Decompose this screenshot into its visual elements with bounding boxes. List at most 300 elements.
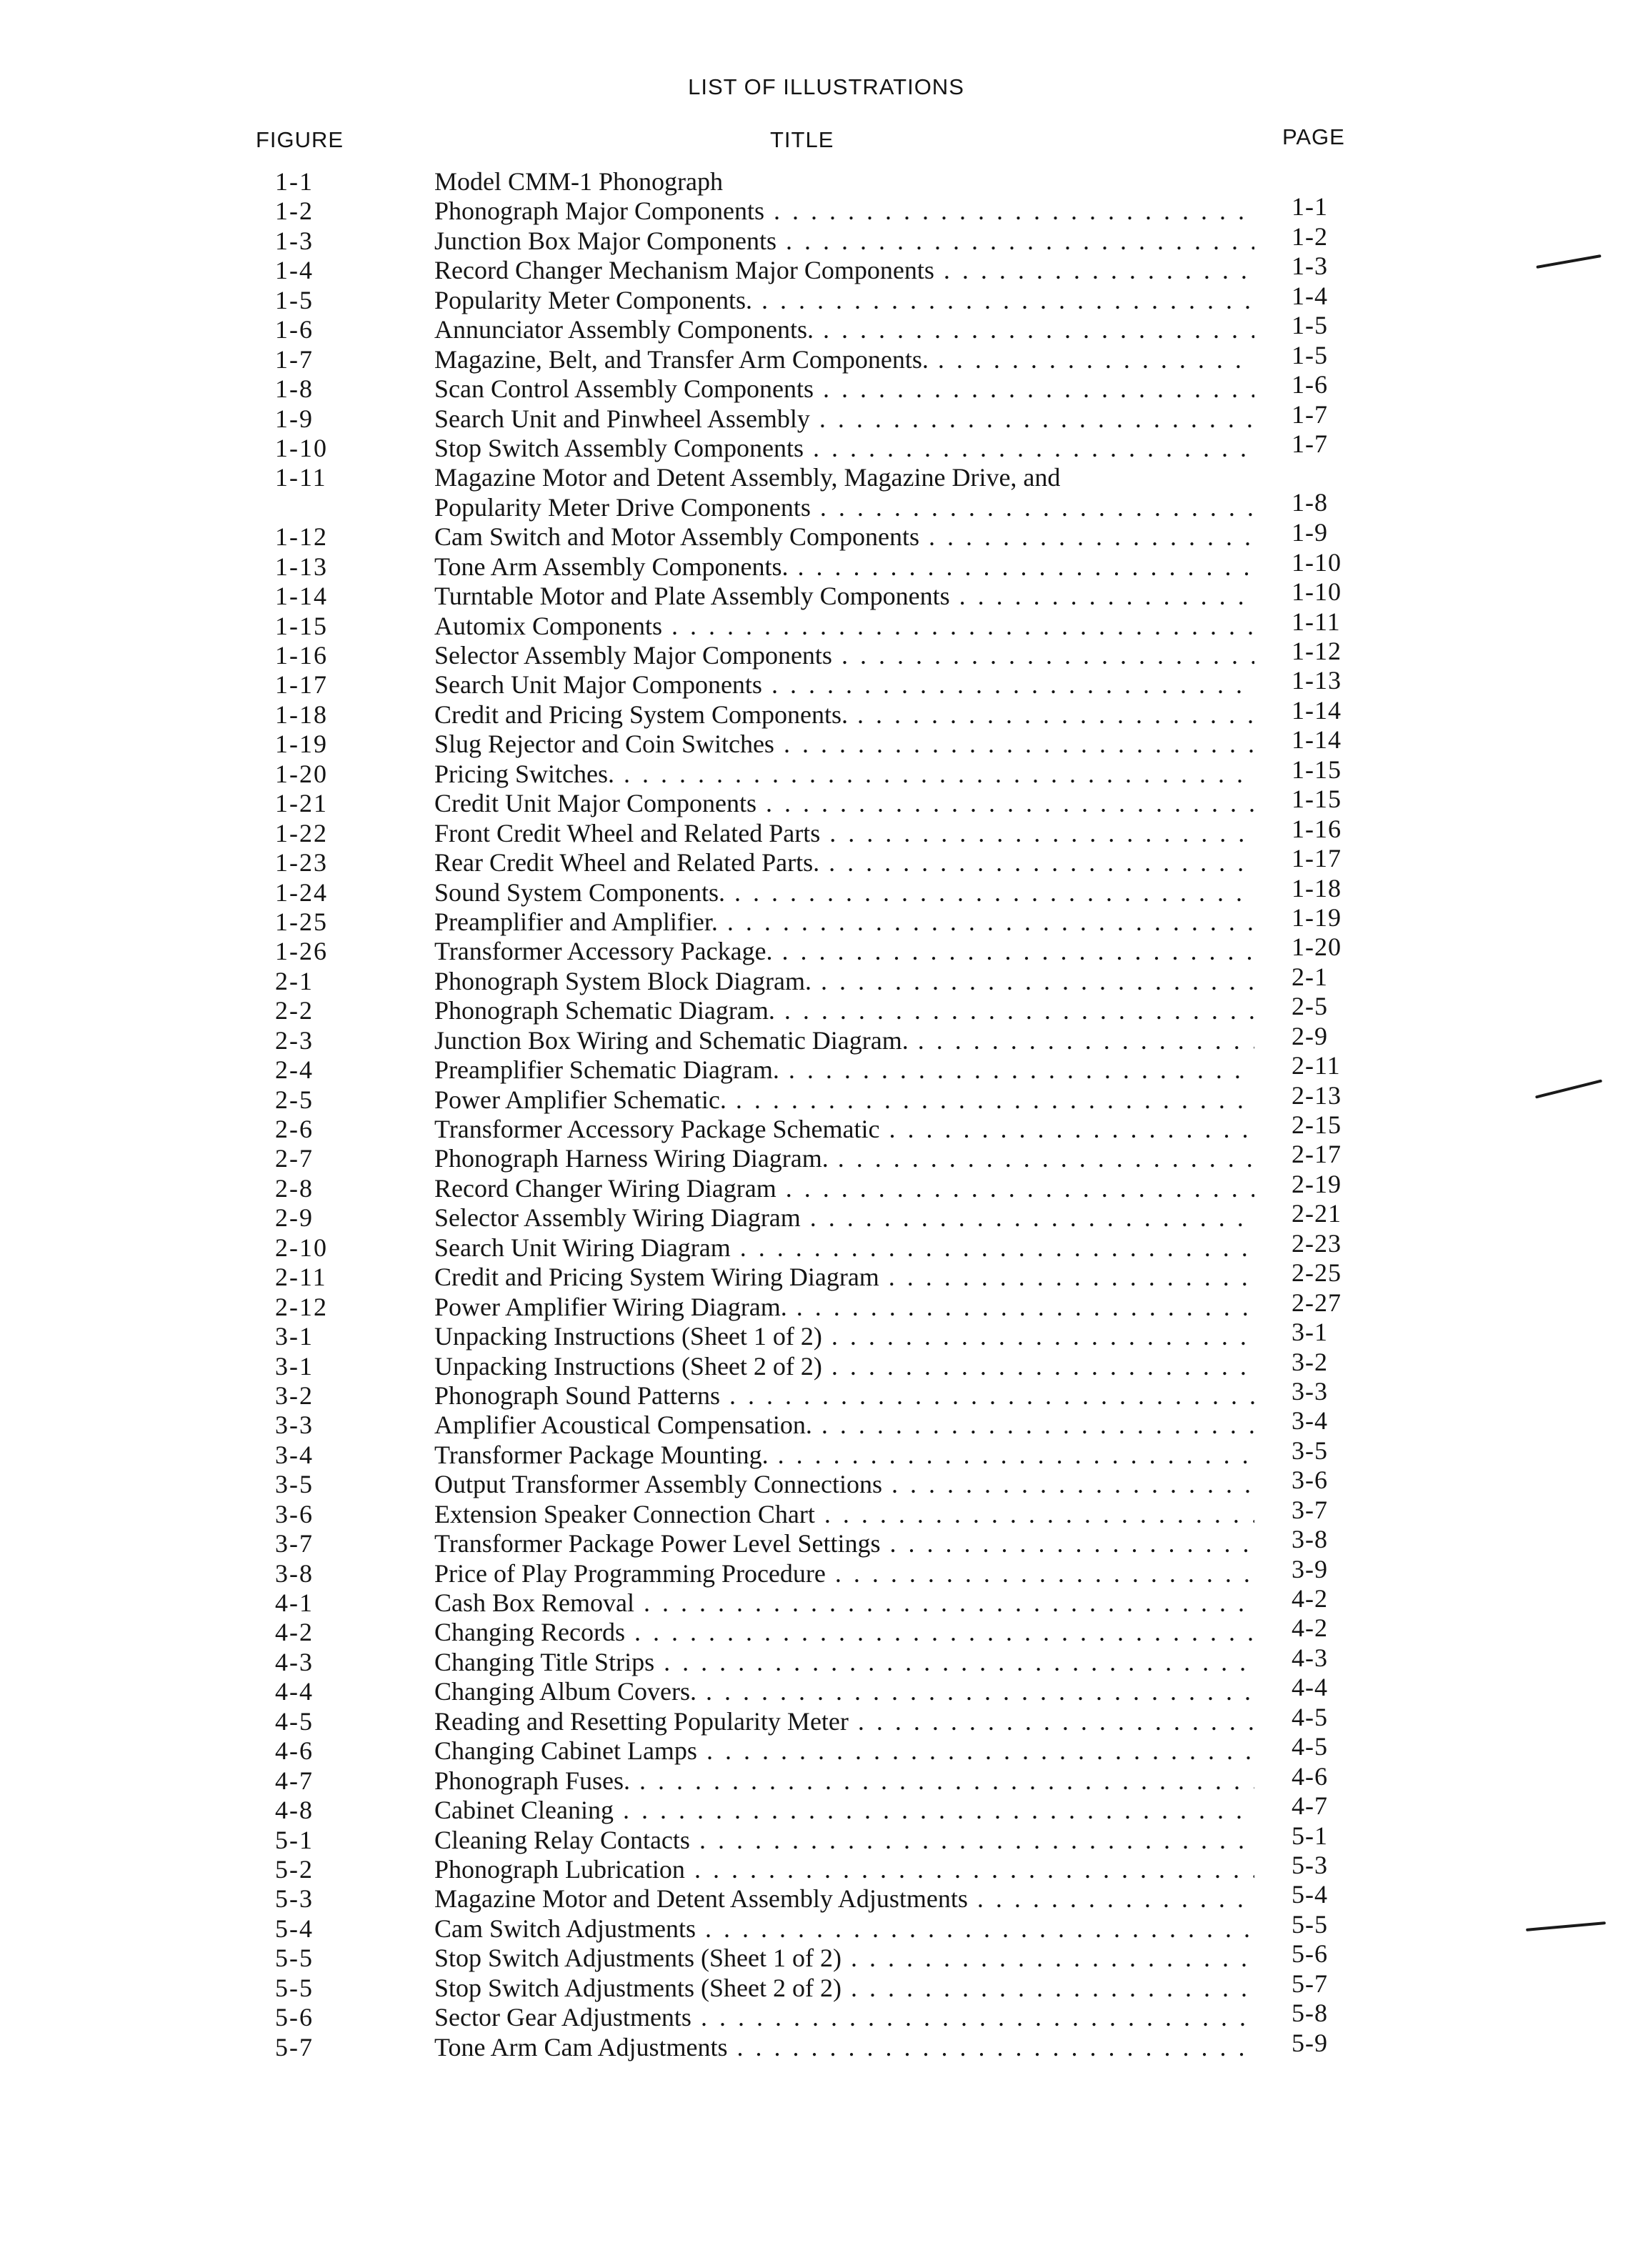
page-number: 1-10 [1292, 577, 1342, 607]
page-number: 5-9 [1292, 2028, 1328, 2057]
figure-title-text: Automix Components [434, 611, 663, 640]
figure-title [434, 1203, 1254, 1233]
dot-leader [614, 1796, 1254, 1824]
figure-title-text: Stop Switch Adjustments (Sheet 1 of 2) [434, 1944, 842, 1973]
figure-title-text: Slug Rejector and Coin Switches [434, 730, 774, 759]
list-item [0, 1110, 1638, 1144]
figure-title [434, 1055, 1254, 1085]
page-number: 2-15 [1292, 1110, 1342, 1140]
figure-title [434, 1263, 1254, 1292]
figure-number: 1-13 [275, 552, 328, 581]
dot-leader [662, 612, 1254, 640]
figure-title-text: Unpacking Instructions (Sheet 1 of 2) [434, 1322, 822, 1351]
list-item [0, 1732, 1638, 1766]
dot-leader [764, 197, 1254, 225]
figure-number: 1-25 [275, 907, 328, 936]
figure-title [434, 878, 1254, 907]
dot-leader [849, 1707, 1254, 1736]
dot-leader [811, 493, 1254, 522]
page-number: 1-8 [1292, 488, 1328, 517]
list-item [0, 1702, 1638, 1736]
list-item [0, 873, 1638, 907]
figure-number: 1-5 [275, 285, 314, 314]
dot-leader [756, 789, 1254, 817]
dot-leader [725, 878, 1254, 907]
list-item [0, 1821, 1638, 1855]
list-item [0, 902, 1638, 937]
figure-title-text: Magazine Motor and Detent Assembly Adjustments [434, 1884, 968, 1914]
figure-title-text: Junction Box Major Components [434, 226, 776, 255]
figure-number: 1-12 [275, 522, 328, 552]
list-item [0, 311, 1638, 344]
figure-title-text: Preamplifier and Amplifier. [434, 907, 718, 936]
page-number: 1-4 [1292, 281, 1328, 310]
figure-number: 1-1 [275, 167, 314, 196]
list-item [0, 192, 1638, 226]
figure-title-text: Search Unit Major Components [434, 670, 762, 700]
page-number: 2-19 [1292, 1169, 1342, 1198]
list-item [0, 1613, 1638, 1647]
figure-number: 4-3 [275, 1647, 314, 1676]
dot-leader [822, 1322, 1254, 1351]
figure-number: 2-8 [275, 1173, 314, 1203]
list-item [0, 547, 1638, 582]
list-item [0, 1051, 1638, 1085]
figure-title-text: Record Changer Mechanism Major Components [434, 256, 934, 285]
figure-title-text: Sector Gear Adjustments [434, 2003, 691, 2032]
figure-title-text: Cam Switch Adjustments [434, 1914, 696, 1943]
figure-number: 1-23 [275, 848, 328, 877]
page-number: 1-5 [1292, 340, 1328, 369]
figure-title [434, 1826, 1254, 1855]
dot-leader [779, 1055, 1254, 1084]
page-number: 2-1 [1292, 962, 1328, 991]
dot-leader [697, 1736, 1254, 1765]
dot-leader [879, 1263, 1254, 1291]
dot-leader [787, 1293, 1254, 1321]
dot-leader [842, 1944, 1254, 1972]
figure-number: 5-3 [275, 1884, 314, 1914]
list-item [0, 666, 1638, 700]
dot-leader [727, 2033, 1254, 2061]
figure-title [434, 1588, 1254, 1618]
list-item [0, 1466, 1638, 1499]
page-number: 4-5 [1292, 1732, 1328, 1761]
page-number: 3-7 [1292, 1495, 1328, 1524]
figure-title-text: Phonograph Sound Patterns [434, 1381, 720, 1410]
list-item [0, 1850, 1638, 1884]
dot-leader [968, 1884, 1254, 1913]
figure-title [434, 1085, 1254, 1115]
figure-title-text: Scan Control Assembly Components [434, 374, 814, 404]
figure-title [434, 1796, 1254, 1825]
dot-leader [776, 1174, 1254, 1203]
figure-title-text: Record Changer Wiring Diagram [434, 1173, 776, 1203]
list-item [0, 1436, 1638, 1470]
page-number: 3-1 [1292, 1318, 1328, 1347]
figure-number: 1-9 [275, 404, 314, 433]
page-number: 1-9 [1292, 518, 1328, 547]
figure-title [434, 463, 1254, 522]
dot-leader [826, 1559, 1254, 1588]
figure-title-text: Reading and Resetting Popularity Meter [434, 1706, 849, 1736]
list-item [0, 755, 1638, 789]
figure-title-text: Cleaning Relay Contacts [434, 1825, 690, 1854]
figure-number: 1-16 [275, 641, 328, 670]
figure-title [434, 315, 1254, 344]
list-item [0, 1969, 1638, 2003]
figure-title [434, 404, 1254, 434]
list-item [0, 607, 1638, 641]
figure-number: 5-4 [275, 1914, 314, 1943]
dot-leader [774, 730, 1254, 758]
column-header-figure: FIGURE [256, 127, 344, 152]
dot-leader [810, 404, 1254, 433]
list-item [0, 1140, 1638, 1173]
figure-number: 3-1 [275, 1351, 314, 1381]
dot-leader [934, 256, 1254, 284]
list-item [0, 1909, 1638, 1944]
figure-title [434, 197, 1254, 226]
figure-title-text: Phonograph Major Components [434, 197, 764, 226]
figure-title-text: Search Unit and Pinwheel Assembly [434, 404, 810, 433]
figure-number: 2-10 [275, 1233, 328, 1262]
figure-title [434, 848, 1254, 877]
figure-number: 3-2 [275, 1381, 314, 1410]
list-item [0, 785, 1638, 818]
figure-title [434, 374, 1254, 404]
page-number: 3-6 [1292, 1466, 1328, 1495]
figure-title [434, 1470, 1254, 1499]
list-item [0, 399, 1638, 434]
figure-title-text: Extension Speaker Connection Chart [434, 1499, 815, 1528]
figure-title-text: Power Amplifier Wiring Diagram. [434, 1292, 787, 1321]
dot-leader [812, 1411, 1254, 1439]
page-number: 3-4 [1292, 1406, 1328, 1436]
figure-number: 2-12 [275, 1292, 328, 1321]
figure-title [434, 730, 1254, 759]
column-header-page: PAGE [1282, 124, 1345, 149]
page-number: 4-2 [1292, 1613, 1328, 1643]
dot-leader [788, 552, 1254, 581]
figure-title-text: Phonograph Schematic Diagram. [434, 996, 775, 1025]
list-item [0, 814, 1638, 848]
list-item [0, 1169, 1638, 1203]
page-number: 1-5 [1292, 311, 1328, 340]
dot-leader [842, 1974, 1254, 2002]
list-item [0, 463, 1638, 522]
page-number: 4-6 [1292, 1761, 1328, 1791]
list-item [0, 1791, 1638, 1825]
page-number: 3-2 [1292, 1347, 1328, 1376]
list-item [0, 222, 1638, 256]
figure-title [434, 552, 1254, 582]
figure-number: 4-8 [275, 1796, 314, 1825]
figure-title-text: Output Transformer Assembly Connections [434, 1470, 882, 1499]
figure-number: 3-6 [275, 1499, 314, 1528]
figure-title-text: Cash Box Removal [434, 1588, 634, 1618]
page-number: 3-8 [1292, 1525, 1328, 1554]
figure-title-text: Phonograph System Block Diagram. [434, 966, 811, 995]
page-number: 1-1 [1292, 192, 1328, 222]
figure-title-text: Pricing Switches. [434, 759, 614, 788]
figure-title-text: Credit Unit Major Components [434, 789, 756, 818]
figure-title [434, 907, 1254, 937]
figure-title [434, 1707, 1254, 1736]
list-item [0, 370, 1638, 404]
figure-title [434, 819, 1254, 848]
list-item [0, 1939, 1638, 1973]
illustrations-list [0, 167, 1638, 2062]
page-title: LIST OF ILLUSTRATIONS [688, 74, 964, 99]
dot-leader [879, 1115, 1254, 1143]
figure-number: 2-9 [275, 1203, 314, 1233]
page-number: 1-6 [1292, 370, 1328, 399]
dot-leader [950, 582, 1254, 610]
page-number: 1-19 [1292, 902, 1342, 932]
dot-leader [769, 1441, 1254, 1469]
list-item [0, 992, 1638, 1025]
figure-title-text: Power Amplifier Schematic. [434, 1085, 726, 1114]
figure-number: 5-1 [275, 1825, 314, 1854]
figure-number: 3-5 [275, 1470, 314, 1499]
figure-title-line: Popularity Meter Drive Components [434, 492, 811, 522]
page-number: 1-15 [1292, 755, 1342, 784]
page-number: 1-14 [1292, 725, 1342, 755]
figure-title [434, 1174, 1254, 1203]
figure-title-text: Unpacking Instructions (Sheet 2 of 2) [434, 1351, 822, 1381]
figure-title [434, 789, 1254, 818]
list-item [0, 281, 1638, 315]
page-number: 1-20 [1292, 932, 1342, 962]
list-item [0, 1554, 1638, 1588]
figure-title-text: Changing Records [434, 1618, 625, 1647]
dot-leader [614, 760, 1254, 788]
figure-title-text: Selector Assembly Wiring Diagram [434, 1203, 801, 1233]
figure-title-text: Preamplifier Schematic Diagram. [434, 1055, 779, 1085]
dot-leader [752, 286, 1254, 314]
figure-title [434, 1411, 1254, 1440]
figure-title-text: Changing Cabinet Lamps [434, 1736, 697, 1766]
figure-number: 1-10 [275, 433, 328, 462]
figure-title-text: Popularity Meter Components. [434, 285, 752, 314]
page-number: 4-7 [1292, 1791, 1328, 1821]
figure-title-text: Amplifier Acoustical Compensation. [434, 1411, 812, 1440]
dot-leader [773, 937, 1254, 965]
figure-title [434, 1441, 1254, 1470]
figure-title-text: Cabinet Cleaning [434, 1796, 614, 1825]
dot-leader [819, 848, 1254, 877]
figure-title-text: Credit and Pricing System Components. [434, 700, 848, 729]
figure-title-line: Magazine Motor and Detent Assembly, Magazine Drive, and [434, 463, 1061, 492]
figure-title [434, 2003, 1254, 2032]
figure-title [434, 1648, 1254, 1677]
page-number: 1-11 [1292, 607, 1341, 636]
figure-title [434, 1884, 1254, 1914]
dot-leader [814, 374, 1254, 403]
page-number: 4-3 [1292, 1643, 1328, 1672]
figure-number: 1-22 [275, 818, 328, 847]
figure-number: 2-2 [275, 996, 314, 1025]
figure-title [434, 256, 1254, 285]
figure-number: 1-6 [275, 315, 314, 344]
figure-number: 1-21 [275, 789, 328, 818]
figure-title-text: Tone Arm Assembly Components. [434, 552, 789, 581]
list-item [0, 1495, 1638, 1529]
figure-number: 1-3 [275, 226, 314, 255]
figure-title-text: Magazine, Belt, and Transfer Arm Components. [434, 344, 929, 374]
figure-number: 1-17 [275, 670, 328, 700]
dot-leader [696, 1677, 1254, 1706]
dot-leader [718, 907, 1254, 936]
figure-title-text: Junction Box Wiring and Schematic Diagram. [434, 1025, 909, 1055]
page-number: 1-13 [1292, 666, 1342, 695]
figure-number: 5-5 [275, 1944, 314, 1973]
page-number: 2-5 [1292, 992, 1328, 1021]
figure-title [434, 1944, 1254, 1973]
figure-number: 1-19 [275, 730, 328, 759]
page-number: 1-10 [1292, 547, 1342, 577]
figure-title [434, 286, 1254, 315]
figure-title [434, 227, 1254, 256]
list-item [0, 1643, 1638, 1677]
dot-leader [775, 996, 1254, 1025]
page-number: 1-17 [1292, 844, 1342, 873]
dot-leader [822, 1352, 1254, 1381]
figure-title [434, 1026, 1254, 1055]
dot-leader [811, 967, 1254, 995]
figure-number: 3-7 [275, 1529, 314, 1558]
figure-title [434, 1352, 1254, 1381]
page-number: 5-6 [1292, 1939, 1328, 1969]
figure-title [434, 2033, 1254, 2062]
dot-leader [634, 1588, 1254, 1617]
list-item [0, 340, 1638, 374]
figure-number: 3-4 [275, 1440, 314, 1469]
page-number: 1-3 [1292, 252, 1328, 281]
page-number: 2-23 [1292, 1228, 1342, 1258]
page-number: 2-25 [1292, 1258, 1342, 1288]
list-item [0, 1228, 1638, 1263]
figure-number: 2-4 [275, 1055, 314, 1085]
page-number: 2-9 [1292, 1021, 1328, 1050]
dot-leader [762, 670, 1254, 699]
figure-title-text: Stop Switch Assembly Components [434, 433, 804, 462]
figure-title-text: Rear Credit Wheel and Related Parts. [434, 848, 820, 877]
figure-number: 5-7 [275, 2032, 314, 2061]
figure-number: 1-14 [275, 582, 328, 611]
page-number: 4-2 [1292, 1584, 1328, 1613]
figure-title [434, 345, 1254, 374]
figure-number: 1-4 [275, 256, 314, 285]
page-number: 2-17 [1292, 1140, 1342, 1169]
page-number: 4-5 [1292, 1702, 1328, 1731]
figure-title [434, 700, 1254, 730]
list-item [0, 1318, 1638, 1351]
figure-title [434, 1529, 1254, 1558]
figure-number: 5-5 [275, 1973, 314, 2002]
list-item [0, 1880, 1638, 1914]
figure-title-text: Transformer Package Mounting. [434, 1440, 769, 1469]
figure-title [434, 1974, 1254, 2003]
page-number: 1-14 [1292, 695, 1342, 725]
figure-title [434, 1293, 1254, 1322]
figure-number: 3-3 [275, 1411, 314, 1440]
figure-number: 2-11 [275, 1263, 327, 1292]
figure-title [434, 937, 1254, 966]
list-item [0, 1080, 1638, 1115]
figure-number: 4-4 [275, 1677, 314, 1706]
figure-number: 4-6 [275, 1736, 314, 1766]
figure-title [434, 641, 1254, 670]
dot-leader [929, 345, 1254, 374]
page-number: 1-18 [1292, 873, 1342, 902]
list-item [0, 1347, 1638, 1381]
page-number: 1-7 [1292, 429, 1328, 458]
page-number: 3-3 [1292, 1376, 1328, 1406]
figure-title [434, 1766, 1254, 1796]
list-item [0, 1584, 1638, 1618]
figure-title [434, 167, 1254, 197]
figure-title-text: Selector Assembly Major Components [434, 641, 832, 670]
list-item [0, 1406, 1638, 1440]
dot-leader [814, 315, 1254, 344]
dot-leader [919, 522, 1254, 551]
dot-leader [804, 434, 1254, 462]
figure-title-text: Transformer Accessory Package Schematic [434, 1115, 880, 1144]
list-item [0, 429, 1638, 463]
list-item [0, 844, 1638, 877]
list-item [0, 252, 1638, 285]
page-number: 2-13 [1292, 1080, 1342, 1110]
figure-title [434, 1855, 1254, 1884]
figure-title [434, 1144, 1254, 1173]
figure-title [434, 434, 1254, 463]
page-number: 1-2 [1292, 222, 1328, 251]
dot-leader [832, 641, 1254, 670]
list-item [0, 1673, 1638, 1706]
dot-leader [731, 1233, 1254, 1262]
dot-leader [696, 1914, 1254, 1943]
list-item [0, 518, 1638, 552]
figure-title-text: Changing Title Strips [434, 1647, 655, 1676]
figure-title [434, 612, 1254, 641]
figure-title-text: Turntable Motor and Plate Assembly Components [434, 582, 950, 611]
figure-number: 2-5 [275, 1085, 314, 1114]
figure-title [434, 1115, 1254, 1144]
figure-title [434, 670, 1254, 700]
figure-number: 4-1 [275, 1588, 314, 1618]
figure-number: 2-6 [275, 1115, 314, 1144]
page-number: 3-9 [1292, 1554, 1328, 1583]
figure-number: 1-11 [275, 463, 327, 492]
figure-title [434, 760, 1254, 789]
figure-title-text: Sound System Components. [434, 877, 726, 907]
figure-number: 5-6 [275, 2003, 314, 2032]
list-item [0, 637, 1638, 670]
dot-leader [690, 1826, 1254, 1854]
page-number: 5-7 [1292, 1969, 1328, 1998]
dot-leader [801, 1203, 1254, 1232]
figure-title-text: Search Unit Wiring Diagram [434, 1233, 731, 1262]
figure-number: 1-8 [275, 374, 314, 404]
list-item [0, 932, 1638, 966]
page-number: 5-3 [1292, 1850, 1328, 1879]
figure-number: 1-26 [275, 937, 328, 966]
dot-leader [820, 819, 1254, 847]
figure-number: 4-2 [275, 1618, 314, 1647]
figure-title [434, 1233, 1254, 1263]
